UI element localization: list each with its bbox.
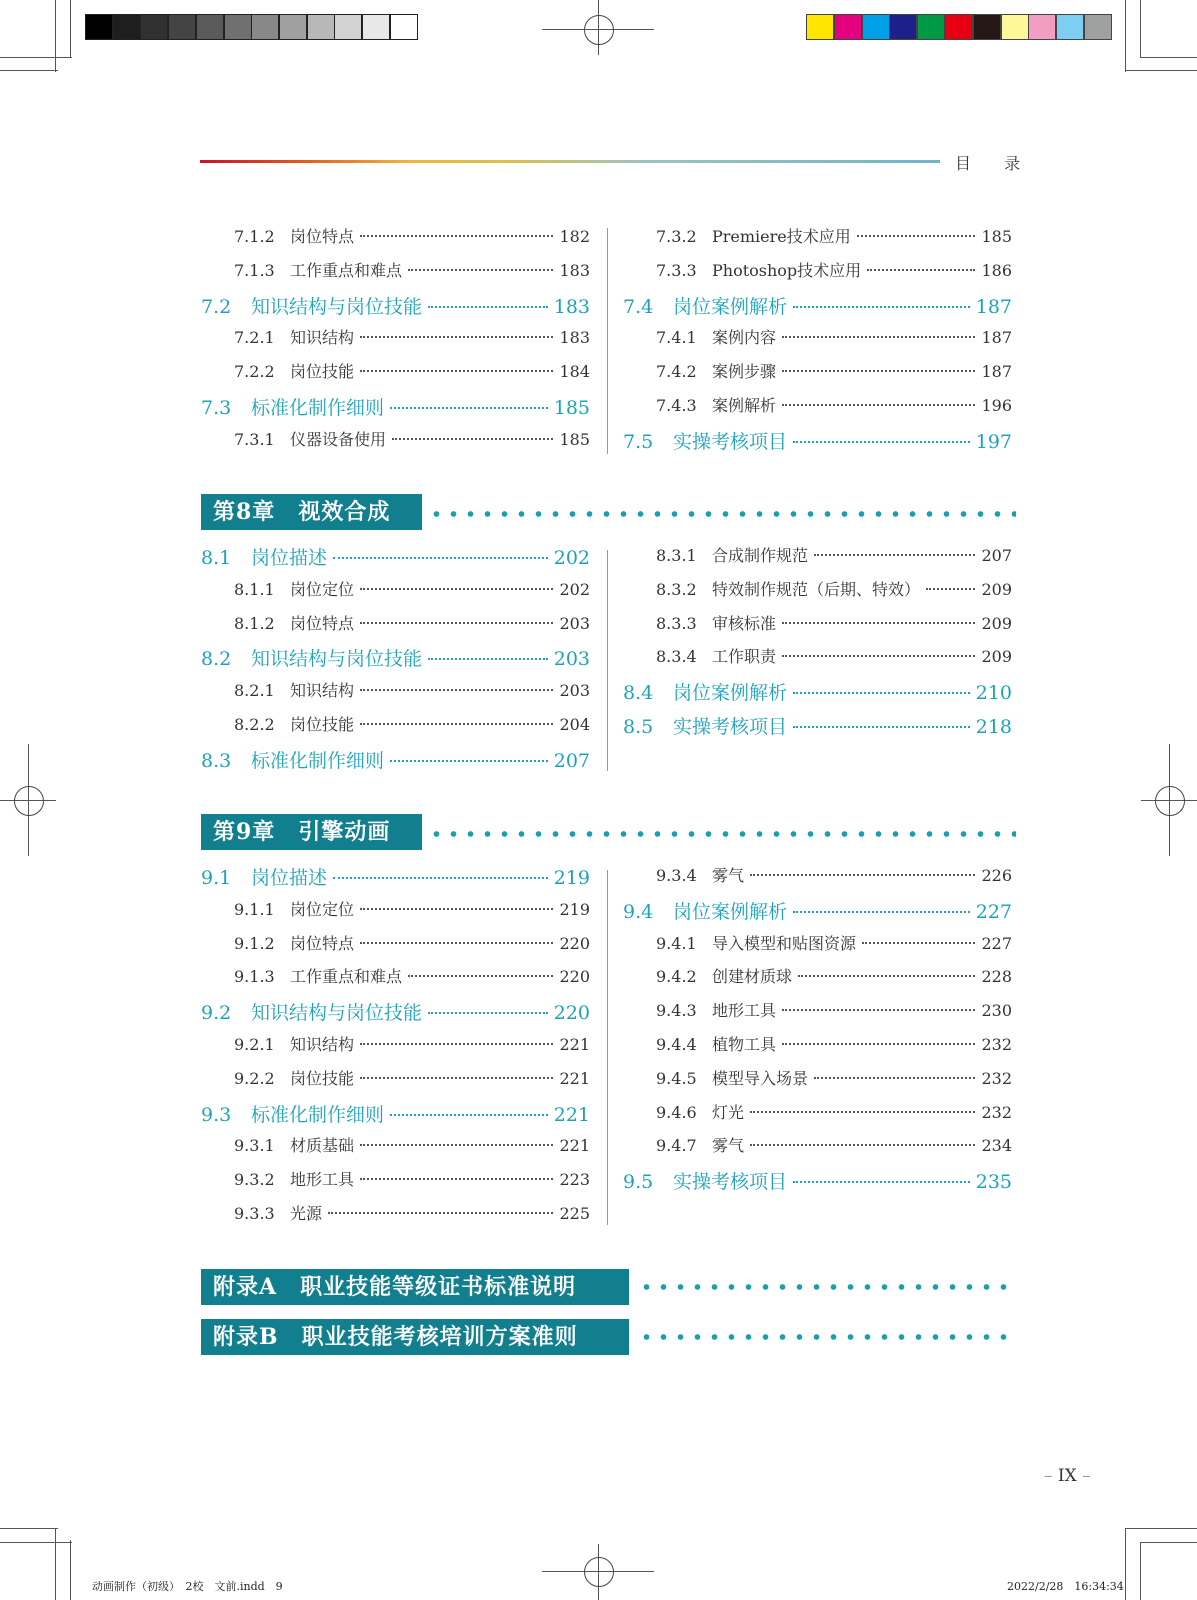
toc-leader-dots (793, 1181, 970, 1183)
toc-leader-dots (360, 622, 553, 624)
toc-entry-title: 岗位技能 (290, 362, 355, 382)
toc-entry-number: 9.4.2 (656, 967, 697, 987)
toc-leader-dots (360, 336, 553, 338)
toc-entry-title: 合成制作规范 (712, 546, 809, 565)
color-swatch (834, 14, 862, 40)
toc-entry-7-2-1 (234, 325, 590, 349)
toc-entry-9-5 (623, 1167, 1012, 1195)
toc-entry-7-1-2 (234, 224, 590, 248)
toc-entry-number: 9.3.3 (234, 1204, 275, 1223)
toc-entry-number: 7.4.2 (656, 362, 697, 382)
toc-entry-title: 知识结构与岗位技能 (251, 295, 423, 318)
toc-leader-dots (360, 370, 553, 372)
toc-leader-dots (360, 942, 553, 944)
toc-entry-number: 9.2 (201, 1002, 232, 1025)
footer-timestamp: 2022/2/28 16:34:34 (1007, 1580, 1124, 1593)
toc-entry-number: 7.2.1 (234, 328, 275, 348)
toc-entry-title: 标准化制作细则 (251, 1103, 385, 1126)
toc-entry-page: 186 (981, 260, 1012, 280)
toc-entry-9-1 (201, 863, 590, 891)
toc-entry-title: 地形工具 (712, 1001, 777, 1021)
toc-entry-title: 岗位案例解析 (673, 295, 788, 318)
toc-entry-8-5 (623, 712, 1012, 740)
column-divider (607, 228, 608, 454)
toc-entry-page: 196 (981, 396, 1012, 415)
toc-entry-page: 187 (975, 295, 1012, 318)
toc-leader-dots (857, 235, 976, 237)
toc-leader-dots (782, 622, 975, 624)
chapter-9-banner (201, 814, 422, 850)
toc-entry-7-4 (623, 292, 1012, 320)
toc-entry-title: 知识结构 (290, 681, 355, 701)
toc-entry-number: 7.3 (201, 397, 232, 419)
toc-entry-page: 197 (975, 430, 1012, 453)
toc-entry-title: 岗位特点 (290, 227, 355, 246)
toc-entry-8-1 (201, 543, 590, 571)
toc-entry-page: 185 (553, 397, 590, 419)
column-divider (607, 550, 608, 771)
grayscale-swatch (168, 14, 196, 40)
toc-entry-number: 7.4.3 (656, 396, 697, 415)
grayscale-swatch (251, 14, 279, 40)
toc-entry-8-2-2 (234, 712, 590, 736)
toc-entry-8-1-1 (234, 577, 590, 601)
toc-entry-page: 203 (559, 613, 590, 633)
toc-leader-dots (428, 658, 548, 660)
toc-leader-dots (750, 874, 975, 876)
toc-entry-number: 9.3.4 (656, 866, 697, 885)
toc-leader-dots (782, 370, 975, 372)
toc-leader-dots (793, 441, 970, 443)
toc-leader-dots (390, 407, 548, 409)
toc-leader-dots (392, 438, 553, 440)
grayscale-swatch (140, 14, 168, 40)
toc-leader-dots (793, 306, 970, 308)
toc-leader-dots (360, 1178, 553, 1180)
toc-entry-title: 知识结构与岗位技能 (251, 648, 423, 671)
toc-entry-9-4 (623, 897, 1012, 925)
toc-entry-9-2-2 (234, 1066, 590, 1090)
appendix-a-label: 附录A (213, 1274, 278, 1300)
toc-entry-title: 模型导入场景 (712, 1068, 809, 1088)
toc-leader-dots (782, 655, 975, 657)
toc-leader-dots (360, 588, 553, 590)
toc-entry-page: 209 (981, 647, 1012, 667)
appendix-b-title: 职业技能考核培训方案准则 (301, 1324, 578, 1350)
toc-entry-number: 8.3.4 (656, 647, 697, 667)
toc-entry-title: 岗位描述 (251, 867, 328, 889)
toc-leader-dots (390, 1114, 548, 1116)
toc-entry-7-3 (201, 393, 590, 421)
toc-entry-9-1-2 (234, 931, 590, 955)
toc-entry-9-1-3 (234, 964, 590, 988)
toc-entry-number: 9.4.3 (656, 1001, 697, 1021)
toc-entry-9-3-1 (234, 1133, 590, 1157)
grayscale-swatch (334, 14, 362, 40)
toc-entry-7-3-1 (234, 427, 590, 451)
toc-entry-page: 220 (559, 933, 590, 953)
toc-entry-8-3-2 (656, 577, 1012, 601)
toc-entry-title: 岗位定位 (290, 899, 355, 919)
toc-entry-number: 9.1.2 (234, 933, 275, 953)
toc-entry-title: 案例解析 (712, 396, 777, 415)
toc-entry-8-3-3 (656, 611, 1012, 635)
toc-entry-title: Photoshop技术应用 (712, 260, 862, 280)
toc-entry-9-4-6 (656, 1100, 1012, 1124)
toc-entry-number: 9.5 (623, 1171, 654, 1194)
toc-entry-number: 9.4.1 (656, 933, 697, 953)
toc-entry-7-5 (623, 427, 1012, 455)
toc-entry-title: 案例内容 (712, 328, 777, 348)
toc-entry-number: 8.1.2 (234, 613, 275, 633)
grayscale-swatch (307, 14, 335, 40)
toc-leader-dots (782, 336, 975, 338)
toc-entry-number: 9.3 (201, 1103, 232, 1126)
toc-entry-8-3 (201, 746, 590, 774)
toc-entry-number: 9.1.1 (234, 899, 275, 919)
toc-entry-page: 235 (975, 1171, 1012, 1194)
color-swatch (1084, 14, 1112, 40)
toc-entry-page: 232 (981, 1068, 1012, 1088)
toc-leader-dots (408, 975, 553, 977)
toc-entry-number: 7.1.2 (234, 227, 275, 246)
color-swatch (1028, 14, 1056, 40)
chapter-9-dots (428, 830, 1016, 838)
grayscale-swatch (196, 14, 224, 40)
footer-file-info: 动画制作（初级） 2校 文前.indd 9 (92, 1580, 283, 1593)
grayscale-swatch (390, 14, 418, 40)
toc-leader-dots (333, 557, 548, 559)
appendix-b-label: 附录B (213, 1324, 279, 1350)
toc-entry-title: 特效制作规范（后期、特效） (712, 579, 921, 599)
toc-entry-page: 221 (559, 1136, 590, 1156)
toc-entry-page: 219 (559, 899, 590, 919)
toc-entry-number: 9.1 (201, 867, 232, 889)
chapter-8-label: 第8章 (213, 499, 276, 525)
toc-entry-title: 实操考核项目 (673, 1171, 788, 1194)
page-number: – IX – (1044, 1466, 1091, 1486)
toc-entry-number: 8.3 (201, 749, 232, 772)
color-swatch (1001, 14, 1029, 40)
toc-entry-title: 岗位技能 (290, 715, 355, 734)
toc-entry-9-4-2 (656, 964, 1012, 988)
toc-leader-dots (360, 235, 553, 237)
toc-entry-title: 导入模型和贴图资源 (712, 933, 857, 953)
toc-entry-8-2-1 (234, 678, 590, 702)
toc-entry-title: Premiere技术应用 (712, 227, 851, 246)
toc-entry-page: 230 (981, 1001, 1012, 1021)
toc-entry-title: 岗位技能 (290, 1068, 355, 1088)
toc-entry-number: 7.4.1 (656, 328, 697, 348)
toc-entry-title: 案例步骤 (712, 362, 777, 382)
toc-entry-7-1-3 (234, 258, 590, 282)
toc-entry-9-4-7 (656, 1133, 1012, 1157)
toc-leader-dots (360, 689, 553, 691)
toc-entry-number: 7.4 (623, 295, 654, 318)
toc-leader-dots (428, 306, 548, 308)
toc-entry-page: 203 (559, 681, 590, 701)
toc-entry-page: 187 (981, 328, 1012, 348)
toc-entry-number: 9.4.4 (656, 1035, 697, 1054)
toc-entry-page: 185 (559, 429, 590, 449)
grayscale-swatch (113, 14, 141, 40)
toc-entry-title: 知识结构与岗位技能 (251, 1002, 423, 1025)
toc-entry-page: 185 (981, 227, 1012, 246)
toc-entry-9-2 (201, 998, 590, 1026)
toc-entry-title: 岗位特点 (290, 613, 355, 633)
toc-entry-number: 7.1.3 (234, 260, 275, 280)
toc-leader-dots (360, 1077, 553, 1079)
toc-entry-page: 210 (975, 682, 1012, 705)
toc-leader-dots (390, 760, 548, 762)
color-swatch (917, 14, 945, 40)
toc-entry-7-3-3 (656, 258, 1012, 282)
toc-entry-number: 8.5 (623, 716, 654, 738)
toc-leader-dots (333, 877, 548, 879)
toc-leader-dots (408, 269, 553, 271)
color-swatch (1056, 14, 1084, 40)
page-number-value: IX (1057, 1466, 1077, 1486)
toc-entry-page: 220 (553, 1002, 590, 1025)
toc-entry-title: 仪器设备使用 (290, 429, 387, 449)
toc-entry-number: 8.3.1 (656, 546, 697, 565)
toc-entry-page: 202 (559, 579, 590, 599)
toc-entry-page: 232 (981, 1035, 1012, 1054)
toc-entry-page: 228 (981, 967, 1012, 987)
toc-entry-page: 207 (981, 546, 1012, 565)
toc-entry-number: 7.2 (201, 295, 232, 318)
toc-entry-page: 227 (981, 933, 1012, 953)
page-title: 目 录 (955, 154, 1035, 173)
toc-leader-dots (360, 723, 553, 725)
toc-entry-title: 灯光 (712, 1102, 745, 1122)
toc-entry-7-2 (201, 292, 590, 320)
chapter-9-label: 第9章 (213, 819, 276, 845)
toc-entry-number: 8.4 (623, 682, 654, 705)
toc-entry-page: 183 (553, 295, 590, 318)
toc-entry-title: 雾气 (712, 866, 745, 885)
toc-entry-title: 实操考核项目 (673, 716, 788, 738)
toc-entry-number: 7.2.2 (234, 362, 275, 382)
toc-entry-number: 7.5 (623, 430, 654, 453)
toc-leader-dots (793, 692, 970, 694)
appendix-a-title: 职业技能等级证书标准说明 (300, 1274, 577, 1300)
toc-entry-page: 209 (981, 579, 1012, 599)
toc-entry-number: 7.3.2 (656, 227, 697, 246)
toc-entry-page: 187 (981, 362, 1012, 382)
toc-entry-9-3-4 (656, 863, 1012, 887)
toc-leader-dots (750, 1111, 975, 1113)
toc-entry-number: 9.3.1 (234, 1136, 275, 1156)
toc-leader-dots (862, 942, 975, 944)
toc-entry-number: 7.3.3 (656, 260, 697, 280)
toc-entry-title: 知识结构 (290, 328, 355, 348)
toc-entry-9-4-5 (656, 1066, 1012, 1090)
toc-entry-page: 202 (553, 547, 590, 569)
toc-entry-page: 183 (559, 260, 590, 280)
toc-entry-page: 223 (559, 1170, 590, 1190)
toc-entry-page: 218 (975, 716, 1012, 738)
toc-entry-9-4-3 (656, 998, 1012, 1022)
toc-entry-9-4-1 (656, 931, 1012, 955)
toc-entry-page: 232 (981, 1102, 1012, 1122)
toc-entry-title: 工作重点和难点 (290, 260, 403, 280)
toc-leader-dots (782, 1043, 975, 1045)
toc-entry-number: 8.1.1 (234, 579, 275, 599)
toc-entry-number: 9.3.2 (234, 1170, 275, 1190)
toc-leader-dots (814, 1077, 975, 1079)
toc-leader-dots (750, 1144, 975, 1146)
toc-entry-7-2-2 (234, 359, 590, 383)
toc-entry-page: 207 (553, 749, 590, 772)
toc-leader-dots (360, 1043, 553, 1045)
color-swatch (889, 14, 917, 40)
toc-entry-title: 岗位案例解析 (673, 900, 788, 923)
toc-entry-title: 光源 (290, 1204, 323, 1223)
toc-leader-dots (793, 911, 970, 913)
toc-entry-number: 9.2.1 (234, 1035, 275, 1054)
toc-entry-page: 221 (559, 1035, 590, 1054)
toc-entry-7-3-2 (656, 224, 1012, 248)
toc-entry-title: 工作重点和难点 (290, 967, 403, 987)
toc-entry-number: 9.2.2 (234, 1068, 275, 1088)
toc-entry-title: 岗位描述 (251, 547, 328, 569)
toc-entry-8-3-4 (656, 644, 1012, 668)
chapter-8-title: 视效合成 (298, 499, 391, 525)
chapter-8-dots (428, 510, 1016, 518)
toc-entry-page: 221 (553, 1103, 590, 1126)
toc-entry-page: 182 (559, 227, 590, 246)
color-swatch (945, 14, 973, 40)
grayscale-swatch (362, 14, 390, 40)
toc-entry-title: 审核标准 (712, 613, 777, 633)
toc-leader-dots (867, 269, 975, 271)
toc-entry-page: 221 (559, 1068, 590, 1088)
toc-entry-title: 地形工具 (290, 1170, 355, 1190)
chapter-8-banner (201, 494, 422, 530)
color-swatch (806, 14, 834, 40)
toc-leader-dots (360, 908, 553, 910)
toc-entry-page: 234 (981, 1136, 1012, 1156)
toc-leader-dots (428, 1012, 548, 1014)
toc-entry-title: 实操考核项目 (673, 430, 788, 453)
toc-entry-title: 雾气 (712, 1136, 745, 1156)
toc-leader-dots (328, 1212, 553, 1214)
toc-entry-page: 220 (559, 967, 590, 987)
toc-entry-number: 9.4.6 (656, 1102, 697, 1122)
toc-entry-8-2 (201, 644, 590, 672)
grayscale-swatch (224, 14, 252, 40)
toc-leader-dots (360, 1144, 553, 1146)
toc-entry-title: 标准化制作细则 (251, 749, 385, 772)
color-swatch (973, 14, 1001, 40)
toc-entry-number: 9.1.3 (234, 967, 275, 987)
toc-entry-title: 知识结构 (290, 1035, 355, 1054)
toc-entry-8-4 (623, 678, 1012, 706)
appendix-b-banner (201, 1319, 629, 1355)
toc-entry-page: 203 (553, 648, 590, 671)
toc-entry-8-1-2 (234, 611, 590, 635)
toc-entry-number: 8.3.3 (656, 613, 697, 633)
toc-entry-number: 9.4 (623, 900, 654, 923)
toc-entry-title: 创建材质球 (712, 967, 793, 987)
toc-entry-9-1-1 (234, 897, 590, 921)
toc-entry-7-4-1 (656, 325, 1012, 349)
toc-entry-page: 227 (975, 900, 1012, 923)
toc-entry-number: 9.4.5 (656, 1068, 697, 1088)
toc-entry-title: 岗位特点 (290, 933, 355, 953)
toc-entry-9-3 (201, 1100, 590, 1128)
toc-entry-number: 8.2.2 (234, 715, 275, 734)
toc-entry-page: 184 (559, 362, 590, 382)
header-gradient-rule (200, 160, 940, 163)
toc-entry-page: 183 (559, 328, 590, 348)
toc-entry-title: 工作职责 (712, 647, 777, 667)
color-swatch (862, 14, 890, 40)
column-divider (607, 870, 608, 1225)
toc-entry-9-3-3 (234, 1201, 590, 1225)
appendix-b-dots (638, 1333, 1016, 1341)
toc-entry-7-4-2 (656, 359, 1012, 383)
toc-leader-dots (798, 975, 975, 977)
toc-entry-title: 岗位案例解析 (673, 682, 788, 705)
toc-entry-page: 226 (981, 866, 1012, 885)
toc-entry-number: 8.2.1 (234, 681, 275, 701)
toc-entry-9-3-2 (234, 1167, 590, 1191)
toc-entry-title: 岗位定位 (290, 579, 355, 599)
toc-leader-dots (926, 588, 975, 590)
toc-leader-dots (793, 726, 970, 728)
toc-entry-number: 8.3.2 (656, 579, 697, 599)
grayscale-swatch (85, 14, 113, 40)
grayscale-swatch (279, 14, 307, 40)
toc-entry-9-2-1 (234, 1032, 590, 1056)
chapter-9-title: 引擎动画 (298, 819, 391, 845)
toc-entry-page: 219 (553, 867, 590, 889)
toc-entry-page: 209 (981, 613, 1012, 633)
toc-entry-number: 8.2 (201, 648, 232, 671)
toc-entry-number: 9.4.7 (656, 1136, 697, 1156)
toc-entry-number: 8.1 (201, 547, 232, 569)
toc-leader-dots (782, 1009, 975, 1011)
toc-entry-title: 标准化制作细则 (251, 397, 385, 419)
toc-leader-dots (782, 404, 975, 406)
toc-entry-page: 225 (559, 1204, 590, 1223)
toc-entry-8-3-1 (656, 543, 1012, 567)
appendix-a-dots (638, 1283, 1016, 1291)
toc-entry-title: 植物工具 (712, 1035, 777, 1054)
toc-entry-7-4-3 (656, 393, 1012, 417)
toc-entry-number: 7.3.1 (234, 429, 275, 449)
toc-leader-dots (814, 554, 975, 556)
appendix-a-banner (201, 1269, 629, 1305)
toc-entry-page: 204 (559, 715, 590, 734)
toc-entry-title: 材质基础 (290, 1136, 355, 1156)
toc-entry-9-4-4 (656, 1032, 1012, 1056)
